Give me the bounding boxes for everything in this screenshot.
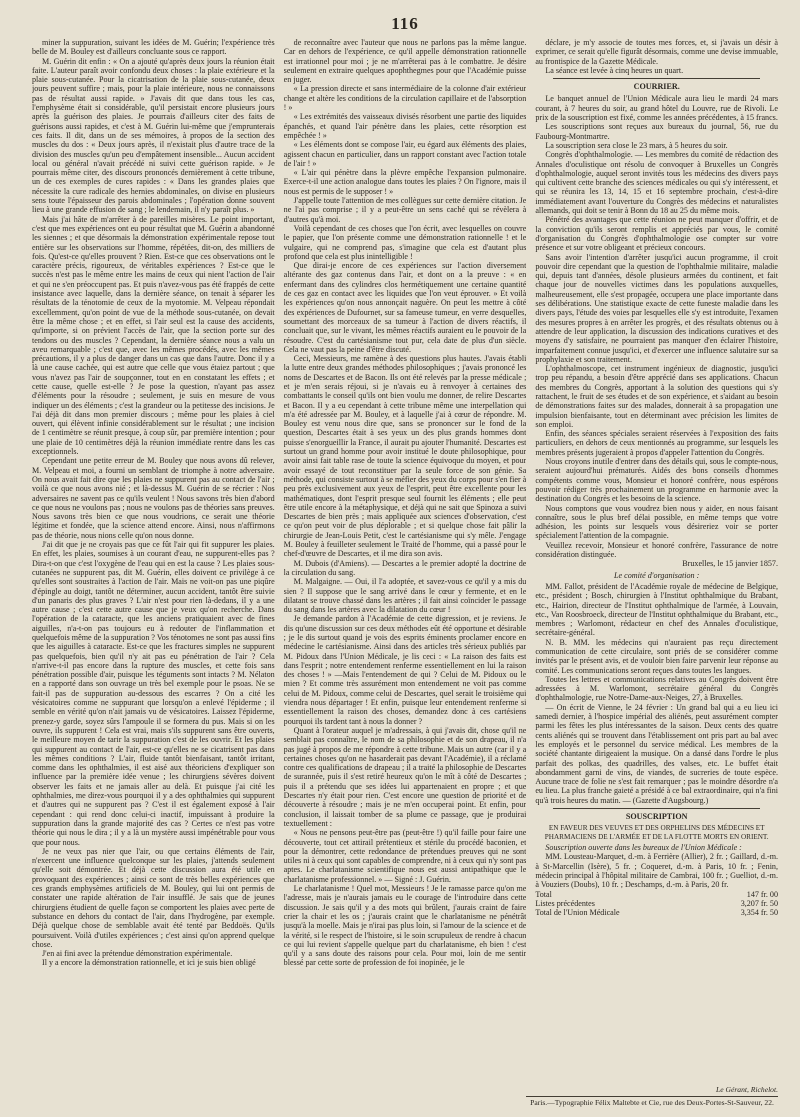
total-value: 147 fr. 00: [746, 889, 779, 899]
comite-heading: Le comité d'organisation :: [614, 570, 700, 580]
previous-lists-label: Listes précédentes: [535, 898, 595, 908]
paragraph: miner la suppuration, suivant les idées de M. Guérin; l'expérience très belle de M. Bouley est d'ailleurs concluante sous ce rapport.: [32, 38, 275, 57]
paragraph: Ceci, Messieurs, me ramène à des questions plus hautes. J'avais établi la lutte entre deux grandes méthodes philosophiques ; j'avais prononcé les noms de Descartes et de Bacon. Ils ont été relevés par la presse médicale ; et je m'en serais réjoui, si je n'avais eu à renvoyer à certaines des combattants le conseil qu'ils ont bien voulu me donner, de relire Descartes et Bacon. Il y a eu cependant à cette tribune même une interpellation qui m'a été adressée par M. Bouley, et à laquelle j'ai à cœur de répondre. M. Bouley est venu nous dire que, sans se prononcer sur le fond de la question, Descartes était à ses yeux un des plus grands hommes dont puisse s'enorgueillir la France, il aurait pu ajouter l'humanité. Descartes est surtout un grand homme pour avoir institué le doute philosophique, pour avoir ainsi fait table rase de toute la science équivoque du moyen, et pour avoir essayé de tout reconstituer par la seule force de son génie. Sa méthode, qui consiste surtout à se méfier des yeux du corps pour s'en fier à peu près exclusivement aux yeux de l'esprit, peut être excellente pour les mathématiques, dont l'esprit presque seul fournit les éléments ; elle peut être utile encore à la métaphysique, et déjà qui ne sait que Spinoza a suivi Descartes de bien près ; mais appliquée aux sciences d'observation, c'est ce qu'on peut voir de plus déplorable ; et si quelque chose fait pâlir la chirurgie de Jean-Louis Petit, c'est le cartésianisme qui s'y mêle. J'engage M. Bouley à feuilleter seulement le Traité de l'homme, qui a passé pour le chef-d'œuvre de Descartes, et il me dira son avis.: [283, 354, 527, 559]
paragraph: Nous comptons que vous voudrez bien nous y aider, en nous faisant connaître, sous le plus bref délai possible, en même temps que votre adhésion, les points sur lesquels vous désireriez voir se porter spécialement l'attention de la compagnie.: [535, 503, 779, 541]
page-number: 116: [391, 14, 419, 33]
souscription-list: MM. Lousteau-Marquet, d.-m. à Ferrière (Allier), 2 fr. ; Gaillard, d.-m. à St-Marcellin (Isère), 5 fr. ; Coqueret, d.-m. à Paris, 10 fr. ; Fenin, médecin principal à l'hôpital militaire de Cambrai, 100 fr. ; Guelliot, d.-m. à Vouziers (Doubs), 10 fr. ; Deschamps, d.-m. à Paris, 20 fr.: [535, 852, 779, 890]
paragraph: Mais j'ai hâte de m'arrêter à de pareilles misères. Le point important, c'est que mes expériences ont eu pour résultat que M. Guérin a abandonné les siennes ; et que désormais la démonstration expérimentale repose tout entière sur les observations sur l'homme, répétées, dit-on, des milliers de fois. Qu'est-ce qu'elles prouvent ? Rien. Est-ce que ces observations ont le caractère précis, rigoureux, de véritables expériences ? Est-ce que le succès n'est pas le même entre les mains de ceux qui nient l'action de l'air et qui ne s'en préoccupent pas. Et puis n'avez-vous pas été frappés de cette insistance avec laquelle, dans la dernière séance, on tenait à séparer les résultats de la ténotomie de ceux de la myotomie. M. Velpeau répondait excellemment, qu'on point de vue de la méthode sous-cutanée, on devait être la même chose ; et en effet, si l'air seul est la cause des accidents, qu'importe, si on prévient l'accès de l'air, que la section porte sur des tendons ou des muscles ? Cependant, la dernière séance nous a valu un aveu remarquable ; c'est que, avec les mêmes procédés, avec les mêmes précautions, il y a plus de danger dans un cas que dans l'autre. Donc il y a là une cause cachée, qui est autre que celle que vous étaiez partout ; que vous n'avez pas l'air de soupçonner, tout en en constatant les effets ; et cette cause, quelle est-elle ? Je pose la question, n'ayant pas assez d'éléments pour la résoudre ; seulement, je suis en mesure de vous indiquer un des éléments ; c'est la grandeur ou la petitesse des incisions. Je l'ai déjà dit dans mon premier discours ; même pour les plaies à ciel ouvert, qui élèvent infinie considérablement sur le résultat ; une incision de 1 centimètre se réunit presque, à coup sûr, par première intention ; pour une plaie de 10 centimètres déjà la réunion immédiate rentre dans les cas exceptionnels.: [32, 214, 275, 457]
date-line: Bruxelles, le 15 janvier 1857.: [682, 559, 779, 569]
paragraph: Les souscriptions sont reçues aux bureaux du journal, 56, rue du Faubourg-Montmartre.: [535, 122, 779, 141]
paragraph: Je ne veux pas nier que l'air, ou que certains éléments de l'air, n'exercent une influence quelconque sur les plaies, j'attends seulement qu'elle soit démontrée. Et déjà cette discussion aura été utile en provoquant des expériences ; ainsi ce sont de très belles expériences que ces grands emphysèmes artificiels de M. Bouley, qui lui ont permis de constater une rapide altération de l'air insufflé. Je sais que de jeunes chirurgiens étudient de quelle façon se comportent les plaies avec perte de substance en dehors du contact de l'air, dans l'hydrogène, par exemple. Déjà quelque chose de semblable avait été tenté par Beddoës. Qu'ils poursuivent. Voilà d'utiles expériences ; c'est ainsi qu'on apprend quelque chose.: [32, 846, 275, 949]
grand-total-label: Total de l'Union Médicale: [535, 908, 620, 918]
paragraph: J'appelle toute l'attention de mes collègues sur cette dernière citation. Je ne l'ai pas comprise ; il y a peut-être un sens caché qui se révèlera à d'autres qu'à moi.: [283, 196, 527, 224]
paragraph: M. Malgaigne. — Oui, il l'a adoptée, et savez-vous ce qu'il y a mis du sien ? Il suppose que le sang arrivé dans le cœur y fermente, et en le dilatant se trouve chassé dans les artères ; il fait ainsi coïncider le passage du sang dans les artères avec la dilatation du cœur !: [283, 577, 527, 615]
paragraph: Pénétré des avantages que cette réunion ne peut manquer d'offrir, et de la conviction qu'ils seront remplis et appréciés par vous, le comité d'organisation du Congrès d'ophthalmologie ose compter sur votre présence et sur votre obligeant et précieux concours.: [535, 215, 779, 253]
column-3: [535, 38, 778, 1088]
souscription-heading: SOUSCRIPTION: [625, 812, 688, 822]
paragraph: Quant à l'orateur auquel je m'adressais, à qui j'avais dit, chose qu'il ne semblait pas connaître, le nom de sa philosophie et de son drapeau, il n'a pas jugé à propos de me répondre à cette tribune. Mais un autre (car il y a certaines choses qu'on ne hasarderait pas devant l'Académie), il a réclamé contre ces qualifications de drapeau ; il a traité la philosophie de Descartes de surannée, puis il s'est retiré heureux qu'on le mît à côté de Descartes ; puis il a prétendu que ses idées lui appartenaient en propre ; et que Descartes n'y était pour rien. C'est encore une question de priorité et de découverte à résoudre ; mais je ne m'en occuperai point. Et enfin, pour conclusion, il laissait tomber de sa plume ce passage, que je produirai textuellement :: [283, 725, 527, 828]
paragraph: Je demande pardon à l'Académie de cette digression, et je reviens. Je dis qu'une discussion sur ces deux méthodes eût été opportune et désirable ; je le dis surtout quand je vois des esprits éminents proclamer encore en médecine le cartésianisme. Ainsi dans des articles très sérieux publiés par M. Pidoux dans l'Union Médicale, je lis ceci : « La raison des faits est dans l'esprit ; notre entendement renferme essentiellement en lui la raison des choses ! » —Mais l'entendement de qui ? Celui de M. Pidoux ou le mien ? Et comme très assurément mon entendement ne voit pas comme celui de M. Pidoux, comme celui de Descartes, quel serait le troisième qui viendra nous départager ! Et enfin, puisque leur entendement renferme si essentiellement la raison des choses, demandez donc à ces cartésiens pourquoi ils tardent tant à nous la donner ?: [283, 614, 527, 726]
grand-total-value: 3,354 fr. 50: [740, 908, 779, 918]
souscription-subheading: EN FAVEUR DES VEUVES ET DES ORPHELINS DES MÉDECINS ET PHARMACIENS DE L'ARMÉE ET DE LA FLOTTE MORTS EN ORIENT.: [544, 824, 769, 841]
total-row: [535, 890, 778, 899]
paragraph: Voilà cependant de ces choses que l'on écrit, avec lesquelles on couvre le papier, que l'on présente comme une démonstration rationnelle ! et le vulgaire, qui ne comprend pas, s'imagine que cela est d'autant plus profond que cela est plus inintelligible !: [283, 223, 527, 261]
souscription-intro: Souscription ouverte dans les bureaux de l'Union Médicale :: [545, 843, 742, 853]
paragraph: déclare, je m'y associe de toutes mes forces, et, si j'avais un désir à exprimer, ce serait qu'elle figurât désormais, comme une devise immuable, au frontispice de la Gazette Médicale.: [535, 38, 779, 66]
quote: « La pression directe et sans intermédiaire de la colonne d'air extérieur change et altère les conditions de la circulation capillaire et de l'absorption ! »: [283, 84, 527, 113]
paragraph: Le charlatanisme ! Quel mot, Messieurs ! Je le ramasse parce qu'on me l'adresse, mais je n'aurais jamais eu le courage de l'introduire dans cette discussion. Je sais qu'il y a des mots qui brûlent, j'aurais craint de faire crier la chair et les os ; j'aurais craint que le charlatanisme ne pénétrât jusqu'à la moelle. Mais je n'irai pas plus loin, si l'amour de la science et de la vérité, si le respect de l'histoire, si le soin scrupuleux de rendre à chacun ce qui lui revient s'appelle quelque part du charlatanisme, eh bien ! c'est qu'il y a sans doute des raisons pour cela. Pour moi, loin de me sentir blessé par cette sorte de profession de foi inopinée, je le: [283, 884, 527, 968]
paragraph: — On écrit de Vienne, le 24 février : Un grand bal qui a eu lieu ici samedi dernier, à l'hospice impérial des aliénés, peut assurément compter parmi les fêtes les plus intéressantes de la saison. Deux cents des quatre cents aliénés qui se trouvent dans l'établissement ont pris part au bal avec les employés et le personnel du service médical. Les membres de la société chantante dirigeaient la musique. On a dansé dans l'ordre le plus parfait des polkas, des quadrilles, des valses, etc. Le buffet était abondamment garni de vins, de viandes, de sucreries de toute espèce. Aucune trace de folie ne s'est fait remarquer ; pas le moindre désordre n'a eu lieu. La plus franche gaieté a présidé à ce bal extraordinaire, qui n'a fini qu'à trois heures du matin. — (Gazette d'Augsbourg.): [535, 702, 779, 805]
grand-total-row: [535, 908, 778, 917]
gerant-signature: Le Gérant, Richelot.: [715, 1085, 778, 1094]
text-columns: [32, 38, 778, 1088]
previous-lists-value: 3,207 fr. 50: [740, 898, 779, 908]
paragraph: M. Dubois (d'Amiens). — Descartes a le premier adopté la doctrine de la circulation du sang.: [283, 558, 527, 577]
page-footer: [526, 1085, 778, 1107]
paragraph: Veuillez recevoir, Monsieur et honoré confrère, l'assurance de notre considération distinguée.: [535, 540, 779, 560]
paragraph: Il y a encore la démonstration rationnelle, et ici je suis bien obligé: [42, 958, 256, 968]
paragraph: J'ai dit que je ne croyais pas que ce fût l'air qui fit suppurer les plaies. En effet, les plaies, soumises à un courant d'eau, ne suppurent-elles pas ? Dira-t-on que c'est l'oxygène de l'eau qui en est la cause ? Les plaies sous-cutanées ne suppurent pas, dit M. Guérin, elles doivent ce privilège à ce qu'elles sont soustraites à l'action de l'air. Mais ne voit-on pas une piqûre d'épingle au doigt, tantôt ne déterminer, aucun accident, tantôt être suivie d'un panaris des plus graves ? L'air n'est pour rien là-dedans, il y a une autre cause ; c'est cette autre cause que je veux qu'on recherche. Dans l'opération de la cataracte, que les anciens pratiquaient avec de fines aiguilles, n'a-t-on pas toujours eu à redouter de l'inflammation et quelquefois même de la suppuration ? Vos ténotomes ne sont pas aussi fins que les aiguilles à cataracte. Est-ce que les fractures simples ne suppurent pas quelquefois, bien qu'il n'y ait pas eu pénétration de l'air ? Cela n'arrive-t-il pas encore dans la rupture des muscles, et cette fois sans pénétration possible d'air, puisque les téguments sont intacts ? M. Nélaton en a rapporté dans son ouvrage un très bel exemple pour le psoas. Ne se fait-il pas de suppuration au-dessous des escarres ? On a cité les vésicatoires comme ne suppurant que lorsqu'on a enlevé l'épiderme ; il semble en vérité qu'on n'ait jamais vu de vésicatoires. Laissez l'épiderme, prenez-y garde, soyez sûrs l'ampoule il se formera du pus. Mais si on les ouvre, ils suppurent ! Cela est vrai, mais s'ils suppurent sans être ouverts, le meilleure moyen de tarir la suppuration c'est de les ouvrir. Et les plaies qui suppurent au contact de l'air, est-ce qu'elles ne se cicatrisent pas dans les mêmes conditions ? L'air, fluide tantôt bienfaisant, tantôt irritant, comme dans les ophthalmies, il est aisé aux théoriciens d'expliquer son influence par la première idée venue ; les chirurgiens sévères doivent observer les faits et ne jamais aller au delà. Et puisque j'ai cité les ophthalmies, me direz-vous pourquoi il y a des ophthalmies qui suppurent et d'autres qui ne suppurent pas ? C'est il est également exposé à l'air cependant : qui rend donc celui-ci inactif, impuissant à produire la suppuration dans la grande majorité des cas ? Certes ce n'est pas votre théorie qui nous le dira ; il y a là un mystère aussi impénétrable pour vous que pour nous.: [32, 540, 275, 847]
paragraph: Nous croyons inutile d'entrer dans des détails qui, sous le compte-nous, seraient aujourd'hui prématurés. Aidés des bons conseils d'hommes compétents comme vous, Monsieur et honoré confrère, nous espérons pouvoir rédiger très prochainement un programme en harmonie avec la destination du Congrès et les besoins de la science.: [535, 457, 779, 504]
paragraph: M. Guérin dit enfin : « On a ajouté qu'après deux jours la réunion était faite. L'auteur paraît avoir confondu deux choses : la plaie extérieure et la plaie sous-cutanée. Pour la cicatrisation de la plaie sous-cutanée, deux jours peuvent suffire ; mais, pour la plaie intérieure, nous ne connaissons pas de résultat aussi rapide. » J'avais dit que dans tous les cas, l'emphysème était si considérable, qu'il persistait encore plusieurs jours après la guérison des plaies. Je pourrais d'ailleurs citer des faits de guérisons aussi rapides, et c'est à M. Guérin lui-même que j'emprunterais ces faits. Il dit, dans un de ses mémoires, à propos de la section des muscles du dos : « Deux jours après, il n'existait plus d'autre trace de la division des muscles qu'un peu d'empâtement insensible... Aucun accident local ou général n'avait précédé ni suivi cette guérison rapide. » Je pourrais même citer, des discours prononcés dernièrement à cette tribune, un de ces exemples de cures rapides : « Dans les grandes plaies que nécessite la cure radicale des hernies abdominales, on divise en plusieurs sens toute l'épaisseur des parois abdominales ; l'opération donne souvent lieu à une grande effusion de sang ; le lendemain, il n'y paraît plus. »: [32, 56, 275, 215]
paragraph: N. B. MM. les médecins qui n'auraient pas reçu directement communication de cette circulaire, sont priés de se considérer comme invités par le présent avis, et de vouloir bien faire parvenir leur réponse au comité. Les communications seront reçues dans toutes les langues.: [535, 637, 779, 675]
paragraph: La souscription sera close le 23 mars, à 5 heures du soir.: [545, 140, 728, 150]
paragraph: Enfin, des séances spéciales seraient réservées à l'exposition des faits particuliers, en dehors de ceux mentionnés au programme, sur lesquels les membres présents jugeraient à propos d'appeler l'attention du Congrès.: [535, 429, 779, 457]
paragraph: MM. Fallot, président de l'Académie royale de médecine de Belgique, etc., président ; Bosch, chirurgien à l'Institut ophthalmique du Brabant, etc., Hairion, directeur de l'Institut ophthalmique de l'armée, à Louvain, etc., Van Roosbroeck, directeur de l'Institut ophthalmique du Brabant, etc., membres ; Warlomont, rédacteur en chef des Annales d'oculistique, secrétaire-général.: [535, 581, 779, 638]
column-1: [32, 38, 275, 1088]
quote: « L'air qui pénètre dans la plèvre empêche l'expansion pulmonaire. Exerce-t-il une action analogue dans toutes les plaies ? On l'ignore, mais il nous est permis de le supposer ! »: [283, 168, 527, 196]
quote: « Nous ne pensons peut-être pas (peut-être !) qu'il faille pour faire une découverte, tout cet attirail prétentieux et stérile du procédé baconien, et pour la démontrer, cette redondance de prétendues preuves qui ne sont utiles ni à ceux qui sont capables de comprendre, ni à ceux qui n'y sont pas aptes. Le charlatanisme scientifique nous est aussi antipathique que le charlatanisme professionnel. » — Signé : J. Guérin.: [283, 828, 527, 884]
paragraph: L'ophthalmoscope, cet instrument ingénieux de diagnostic, jusqu'ici trop peu répandu, a besoin d'être apprécié dans ses applications. Chacun des membres du Congrès, apportant à la solution des questions qui s'y rattachent, le fruit de ses études et de son expérience, et s'aidant au besoin de démonstrations faites sur des malades, donnerait à sa propagation une impulsion bienfaisante, tout en déterminant avec précision les limites de son emploi.: [535, 364, 779, 429]
total-label: Total: [535, 889, 552, 899]
printer-line: Paris.—Typographie Félix Maltebte et Cie, rue des Deux-Portes-St-Sauveur, 22.: [526, 1096, 778, 1107]
paragraph: Cependant une petite erreur de M. Bouley que nous avons dû relever, M. Velpeau et moi, a fourni un semblant de triomphe à notre adversaire. On nous avait fait dire que les plaies ne suppurent pas au contact de l'air ; voilà ce que nous avons nié ; et là-dessus M. Guérin de se récrier : Nos adversaires ne savent pas ce qu'ils veulent ! Nous savons très bien d'abord ce que nous ne voulons pas ; nous ne voulons pas de théories sans preuves. Nous savons très bien ce que nous voudrions, ce serait une théorie légitime et fondée, que la science attend encore. Ainsi, nous n'affirmons pas de théorie, nous nions celle qu'on nous donne.: [32, 456, 275, 540]
divider: [553, 808, 760, 809]
paragraph: de reconnaître avec l'auteur que nous ne parlons pas la même langue. Car en dehors de l'expérience, ce qu'il appelle démonstration rationnelle est irrationnel pour moi ; je ne m'arrêterai pas à le combattre. Je désire seulement en extraire quelques apophthegmes pour que l'Académie puisse en juger.: [283, 38, 527, 85]
paragraph: La séance est levée à cinq heures un quart.: [545, 65, 684, 75]
quote: « Les éléments dont se compose l'air, eu égard aux éléments des plaies, agissent chacun en particulier, dans un rapport constant avec l'action totale de l'air ! »: [283, 140, 527, 168]
previous-lists-row: [535, 899, 778, 908]
quote: « Les extrémités des vaisseaux divisés résorbent une partie des liquides épanchés, et quand l'air pénètre dans les plaies, cette résorption est empêchée ! »: [283, 112, 527, 140]
paragraph: Toutes les lettres et communications relatives au Congrès doivent être adressées à M. Warlomont, secrétaire général du Congrès d'ophthalmologie, rue Notre-Dame-aux-Neiges, 27, à Bruxelles.: [535, 674, 779, 703]
paragraph: J'en ai fini avec la prétendue démonstration expérimentale.: [42, 949, 233, 959]
column-2: [284, 38, 527, 1088]
divider: [553, 78, 760, 79]
paragraph: Congrès d'ophthalmologie. — Les membres du comité de rédaction des Annales d'oculistique ont résolu de convoquer à Bruxelles un Congrès d'ophthalmologie, auquel seront invités tous les médecins des divers pays qui cultivent cette branche des sciences médicales ou qui s'y intéressent, et qui se réunira les 13, 14, 15 et 16 septembre prochain, c'est-à-dire immédiatement avant l'ouverture du Congrès des médecins et naturalistes allemands, qui doit se tenir à Bonn du 18 au 25 du même mois.: [535, 150, 779, 216]
paragraph: Que dirai-je encore de ces expériences sur l'action diversement altérante des gaz contenus dans l'air, et dont on a la preuve : « en enfermant dans des cylindres clos hermétiquement une certaine quantité de ces gaz en contact avec les liquides que l'on veut éprouver. » Et voilà les expériences qu'on nous annonçait naguère. On peut les mettre à côté des expériences de Dufournet, sur sa fameuse tumeur, en verre desquelles, soumettant des morceaux de sa tumeur à l'action de divers réactifs, il concluait que, sur le vivant, les mêmes réactifs auraient eu le pouvoir de la résoudre. C'est du cartésianisme tout pur, cela date de plus d'un siècle. Cela ne vaut pas la peine d'être discuté.: [283, 261, 527, 354]
courrier-heading: COURRIER.: [633, 82, 680, 92]
paragraph: Le banquet annuel de l'Union Médicale aura lieu le mardi 24 mars courant, à 7 heures du soir, au grand hôtel du Louvre, rue de Rivoli. Le prix de la souscription est fixé, comme les années précédentes, à 15 francs.: [535, 94, 779, 123]
paragraph: Sans avoir l'intention d'arrêter jusqu'ici aucun programme, il croit pouvoir dire cependant que la question de l'ophthalmie militaire, maladie qui, depuis tant d'années, désole plusieurs armées du continent, et fait chaque jour de nouvelles victimes dans les populations auxquelles, malheureusement, elle s'est propagée, occupera une place importante dans ses délibérations. Une statistique exacte de cette funeste maladie dans les divers pays, l'étude des voies par lesquelles elle s'y est introduite, l'examen des mesures propres à en arrêter les progrès, et des résultats obtenus ou à attendre de leur application, la discussion des indications curatives et des moyens d'y satisfaire, ne pourraient pas manquer d'en éclairer l'histoire, imparfaitement connue jusqu'ici, et d'exercer une influence salutaire sur sa prophylaxie et son traitement.: [535, 252, 779, 364]
